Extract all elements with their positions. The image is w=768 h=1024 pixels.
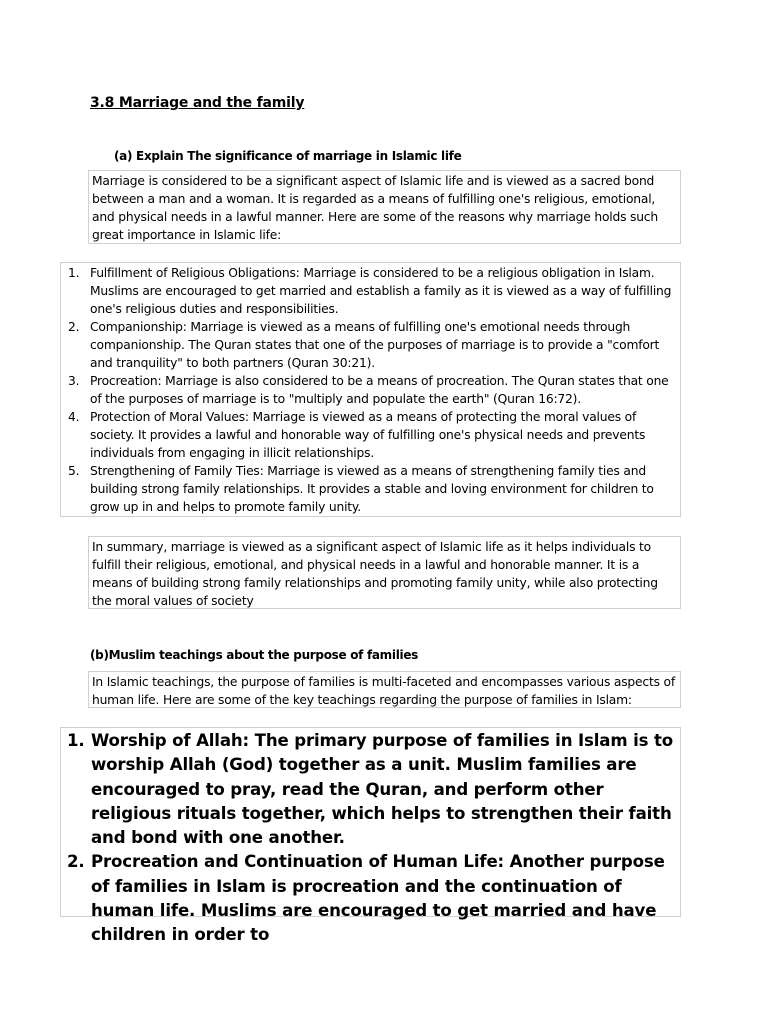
list-item-text: Procreation and Continuation of Human Life: Another purpose of families in Islam is procreation and the continuation of human life. Muslims are encouraged to get married and have children in order to	[91, 852, 665, 945]
section-a-heading: (a) Explain The significance of marriage in Islamic life	[114, 149, 462, 163]
section-a-summary: In summary, marriage is viewed as a significant aspect of Islamic life as it helps individuals to fulfill their religious, emotional, and physical needs in a lawful and honorable manner. It is a means of building strong family relationships and promoting family unity, while also protecting the moral values of society	[88, 536, 681, 609]
list-item-number: 5.	[68, 464, 80, 478]
list-item-text: Procreation: Marriage is also considered to be a means of procreation. The Quran states that one of the purposes of marriage is to "multiply and populate the earth" (Quran 16:72).	[90, 374, 669, 406]
list-item-text: Companionship: Marriage is viewed as a means of fulfilling one's emotional needs through companionship. The Quran states that one of the purposes of marriage is to provide a "comfort and tranquility" to both partners (Quran 30:21).	[90, 320, 660, 370]
section-b-list-box	[60, 727, 681, 945]
list-item-text: Strengthening of Family Ties: Marriage is viewed as a means of strengthening family ties and building strong family relationships. It provides a stable and loving environment for children to grow up in and helps to promote family unity.	[90, 464, 654, 514]
list-item	[61, 264, 676, 318]
list-item-number: 3.	[68, 374, 80, 388]
list-item	[61, 408, 676, 462]
list-item-text: Protection of Moral Values: Marriage is viewed as a means of protecting the moral values of society. It provides a lawful and honorable way of fulfilling one's physical needs and prevents individuals from engaging in illicit relationships.	[90, 410, 646, 460]
list-item	[61, 318, 676, 372]
list-item-number: 1.	[67, 731, 85, 750]
page-title: 3.8 Marriage and the family	[90, 95, 305, 111]
list-item-number: 2.	[68, 320, 80, 334]
section-b-heading: (b)Muslim teachings about the purpose of families	[90, 648, 419, 662]
list-item-number: 1.	[68, 266, 80, 280]
section-a-list-box	[60, 262, 681, 517]
list-item-text: Fulfillment of Religious Obligations: Marriage is considered to be a religious obligation in Islam. Muslims are encouraged to get married and establish a family as it is viewed as a way of fulfilling one's religious duties and responsibilities.	[90, 266, 672, 316]
list-item	[61, 372, 676, 408]
list-item	[61, 850, 676, 947]
section-b-intro: In Islamic teachings, the purpose of families is multi-faceted and encompasses various aspects of human life. Here are some of the key teachings regarding the purpose of families in Islam:	[88, 671, 681, 708]
section-a-list	[61, 264, 676, 516]
list-item-number: 4.	[68, 410, 80, 424]
list-item-text: Worship of Allah: The primary purpose of families in Islam is to worship Allah (God) together as a unit. Muslim families are encouraged to pray, read the Quran, and perform other religious rituals together, which helps to strengthen their faith and bond with one another.	[91, 731, 674, 848]
section-b-list	[61, 729, 676, 948]
list-item	[61, 729, 676, 850]
list-item-number: 2.	[67, 852, 85, 872]
list-item	[61, 462, 676, 516]
section-a-intro: Marriage is considered to be a significant aspect of Islamic life and is viewed as a sacred bond between a man and a woman. It is regarded as a means of fulfilling one's religious, emotional, and physical needs in a lawful manner. Here are some of the reasons why marriage holds such great importance in Islamic life:	[88, 170, 681, 244]
